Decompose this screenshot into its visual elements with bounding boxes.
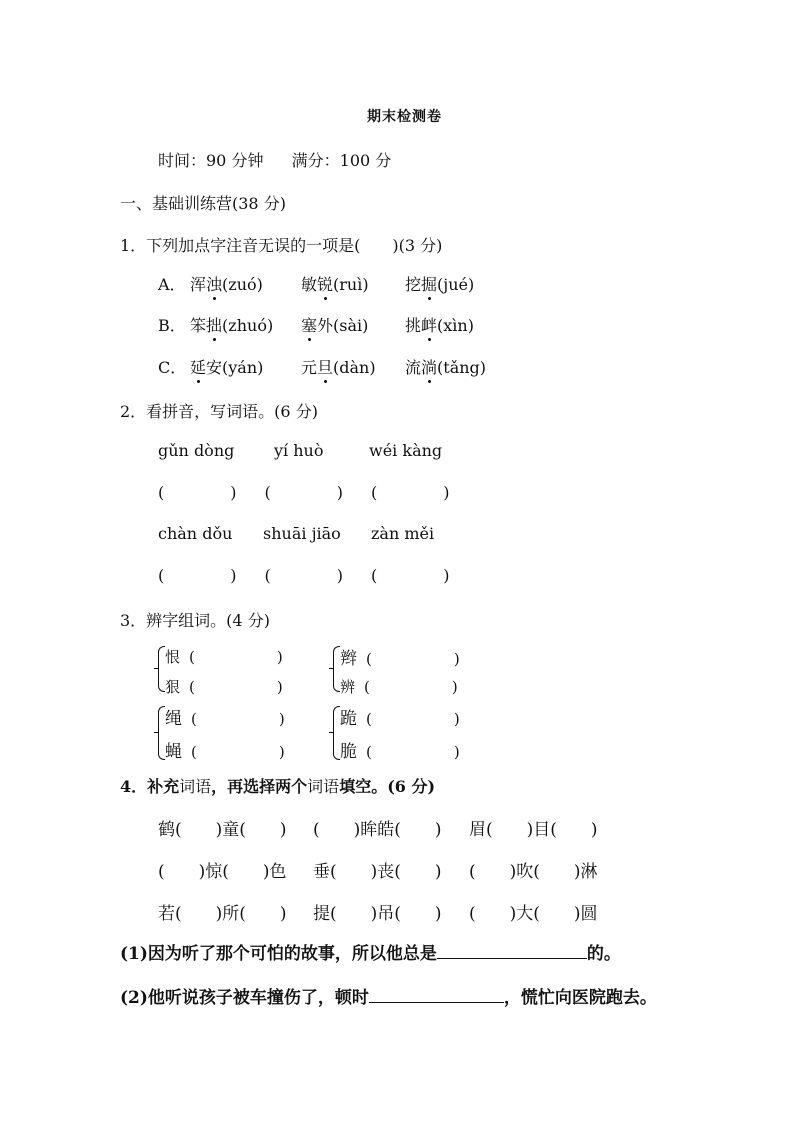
target-char: 蝇 bbox=[165, 742, 182, 762]
word-char: 笨 bbox=[190, 316, 207, 335]
word-pinyin: (dàn) bbox=[333, 358, 376, 377]
option-label: B． bbox=[158, 316, 186, 335]
answer-blank[interactable] bbox=[369, 988, 504, 1003]
paren-close: ) bbox=[443, 483, 450, 502]
time-limit: 时间：90 分钟 bbox=[158, 151, 264, 170]
paren-close: ) bbox=[336, 483, 343, 502]
word-pinyin: (zuó) bbox=[222, 275, 263, 294]
word-pinyin: 外(sài) bbox=[317, 316, 369, 335]
char-pair-row bbox=[340, 704, 460, 729]
char-pair-row bbox=[340, 737, 460, 762]
paren-open: ( bbox=[371, 566, 378, 585]
dotted-char: 锐 bbox=[317, 272, 333, 295]
word-pinyin: (tǎng) bbox=[437, 358, 487, 377]
paren-open: ( bbox=[264, 483, 271, 502]
paren-open: ( bbox=[191, 743, 197, 761]
idiom-blank: 若( )所( ) bbox=[158, 904, 287, 924]
idiom-blank: 鹤( )童( ) bbox=[158, 820, 287, 840]
pinyin-1: gǔn dòng bbox=[158, 441, 235, 460]
paren-open: ( bbox=[158, 566, 165, 585]
paren-close: ) bbox=[451, 678, 458, 696]
paren-close: ) bbox=[230, 483, 237, 502]
option-label: C． bbox=[158, 358, 187, 377]
dotted-char: 延 bbox=[190, 355, 206, 378]
stem-part: 填空。(6 分) bbox=[339, 777, 436, 796]
dotted-char: 拙 bbox=[206, 313, 222, 336]
idiom-blank: 提( )吊( ) bbox=[313, 904, 442, 924]
paren-open: ( bbox=[158, 483, 165, 502]
sentence-text: (2)他听说孩子被车撞伤了，顿时 bbox=[120, 988, 369, 1008]
char-pair-row bbox=[165, 676, 283, 697]
paren-open: ( bbox=[366, 743, 372, 761]
word-char: 挑 bbox=[405, 316, 422, 335]
paren-open: ( bbox=[366, 650, 372, 668]
option-label: A． bbox=[158, 275, 186, 294]
paren-close: ) bbox=[443, 566, 450, 585]
sentence-text: 的。 bbox=[586, 944, 621, 964]
stem-part: 词语 bbox=[179, 777, 212, 796]
answer-blank[interactable] bbox=[437, 944, 587, 959]
word-char: 浑 bbox=[190, 275, 207, 294]
paren-open: ( bbox=[189, 648, 195, 666]
paren-close: ) bbox=[453, 650, 460, 668]
word-pinyin: (zhuó) bbox=[222, 316, 274, 335]
char-pair-row bbox=[340, 644, 460, 669]
pinyin-2: yí huò bbox=[274, 441, 324, 460]
idiom-blank: ( )眸皓( ) bbox=[313, 820, 442, 840]
word-pinyin: (ruì) bbox=[333, 275, 369, 294]
dotted-char: 淌 bbox=[421, 355, 437, 378]
dotted-char: 旦 bbox=[317, 355, 333, 378]
brace-group-3 bbox=[158, 706, 165, 760]
paren-close: ) bbox=[278, 743, 285, 761]
fill-sentence-1 bbox=[120, 939, 621, 964]
brace-group-1 bbox=[158, 646, 165, 692]
target-char: 绳 bbox=[165, 709, 182, 729]
fill-sentence-2 bbox=[120, 983, 657, 1008]
word-char: 流 bbox=[405, 358, 422, 377]
paren-close: ) bbox=[336, 566, 343, 585]
option-word bbox=[190, 313, 273, 336]
page-title: 期末检测卷 bbox=[367, 109, 442, 125]
paren-open: ( bbox=[364, 678, 370, 696]
target-char: 跪 bbox=[340, 709, 357, 729]
full-score: 满分：100 分 bbox=[291, 151, 392, 170]
paren-open: ( bbox=[264, 566, 271, 585]
pinyin-3: wéi kàng bbox=[369, 441, 443, 460]
word-char: 元 bbox=[301, 358, 318, 377]
paren-open: ( bbox=[191, 710, 197, 728]
paren-close: ) bbox=[230, 566, 237, 585]
option-word bbox=[301, 355, 376, 378]
paren-close: ) bbox=[276, 678, 283, 696]
pinyin-5: shuāi jiāo bbox=[263, 524, 341, 543]
dotted-char: 浊 bbox=[206, 272, 222, 295]
dotted-char: 掘 bbox=[421, 272, 437, 295]
answer-paren-row-1 bbox=[158, 483, 450, 502]
option-word bbox=[405, 313, 474, 336]
exam-meta bbox=[158, 148, 391, 171]
stem-part: 4．补充 bbox=[120, 777, 180, 796]
option-word bbox=[190, 272, 263, 295]
option-word bbox=[190, 355, 263, 378]
idiom-blank: ( )吹( )淋 bbox=[469, 862, 598, 882]
dotted-char: 衅 bbox=[421, 313, 437, 336]
sentence-text: ，慌忙向医院跑去。 bbox=[503, 988, 657, 1008]
dotted-char: 塞 bbox=[301, 313, 317, 336]
question-1-stem: 1．下列加点字注音无误的一项是( )(3 分) bbox=[120, 236, 443, 255]
answer-paren-row-2 bbox=[158, 566, 450, 585]
char-pair-row bbox=[165, 646, 283, 667]
question-2-stem: 2．看拼音，写词语。(6 分) bbox=[120, 402, 318, 421]
word-pinyin: (xìn) bbox=[437, 316, 474, 335]
char-pair-row bbox=[340, 676, 458, 697]
idiom-blank: ( )惊( )色 bbox=[158, 862, 287, 882]
word-pinyin: 安(yán) bbox=[206, 358, 264, 377]
brace-group-4 bbox=[333, 706, 340, 760]
pinyin-4: chàn dǒu bbox=[158, 524, 233, 543]
sentence-text: (1)因为听了那个可怕的故事，所以他总是 bbox=[120, 944, 437, 964]
target-char: 辨 bbox=[340, 678, 356, 696]
paren-open: ( bbox=[366, 710, 372, 728]
paren-close: ) bbox=[276, 648, 283, 666]
paren-close: ) bbox=[453, 743, 460, 761]
char-pair-row bbox=[165, 704, 285, 729]
stem-part: ，再选择两个 bbox=[211, 777, 308, 796]
target-char: 辫 bbox=[340, 649, 357, 669]
option-word bbox=[301, 313, 368, 336]
question-3-stem: 3．辨字组词。(4 分) bbox=[120, 611, 270, 630]
question-4-stem bbox=[120, 774, 435, 797]
target-char: 脆 bbox=[340, 742, 357, 762]
idiom-blank: ( )大( )圆 bbox=[469, 904, 598, 924]
paren-close: ) bbox=[453, 710, 460, 728]
idiom-blank: 垂( )丧( ) bbox=[313, 862, 442, 882]
option-word bbox=[405, 355, 486, 378]
target-char: 恨 bbox=[165, 648, 181, 666]
word-pinyin: (jué) bbox=[437, 275, 475, 294]
char-pair-row bbox=[165, 737, 285, 762]
idiom-blank: 眉( )目( ) bbox=[469, 820, 598, 840]
paren-open: ( bbox=[189, 678, 195, 696]
paren-close: ) bbox=[278, 710, 285, 728]
option-word bbox=[405, 272, 474, 295]
option-word bbox=[301, 272, 369, 295]
pinyin-6: zàn měi bbox=[371, 524, 435, 543]
stem-part: 词语 bbox=[307, 777, 340, 796]
word-char: 挖 bbox=[405, 275, 422, 294]
paren-open: ( bbox=[371, 483, 378, 502]
word-char: 敏 bbox=[301, 275, 318, 294]
brace-group-2 bbox=[333, 646, 340, 692]
target-char: 狠 bbox=[165, 678, 181, 696]
section-heading: 一、基础训练营(38 分) bbox=[120, 194, 286, 213]
